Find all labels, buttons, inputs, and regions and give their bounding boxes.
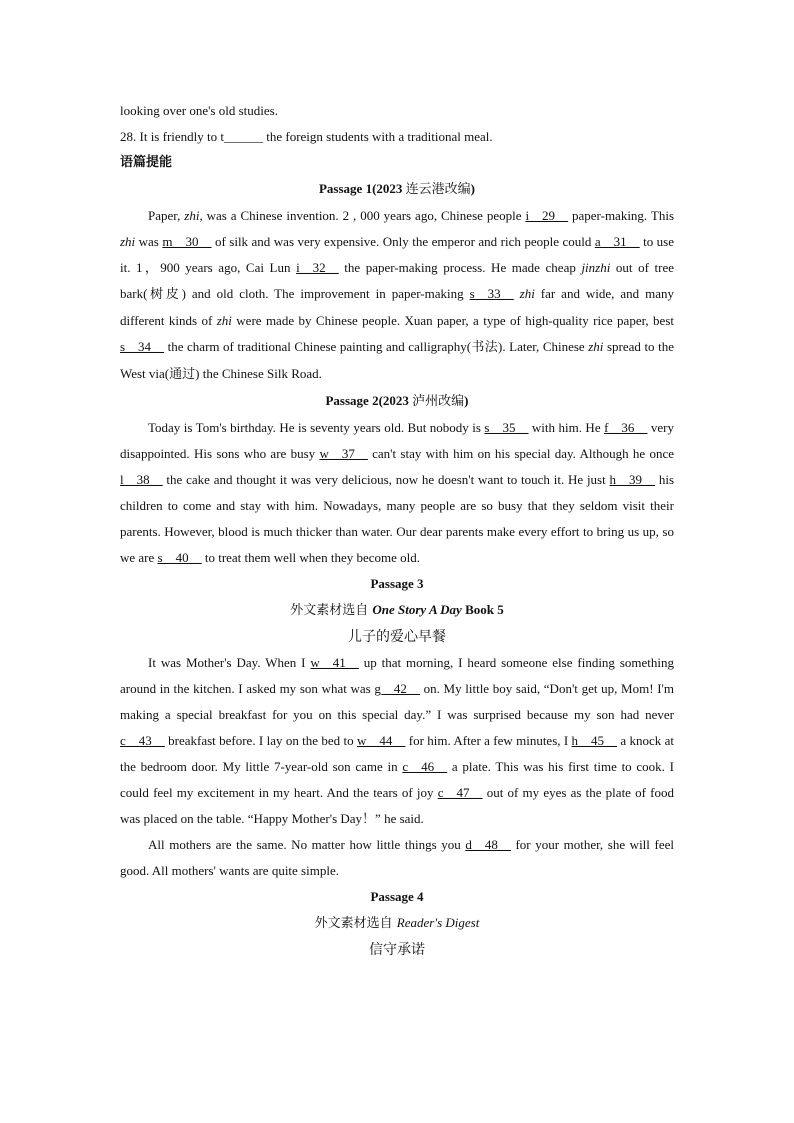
continuation-line: looking over one's old studies.	[120, 103, 278, 118]
passage-4-subtitle: 信守承诺	[369, 942, 425, 958]
blank-34: s__34__	[120, 339, 165, 354]
blank-42: g__42__	[374, 681, 420, 696]
passage-3-subtitle: 儿子的爱心早餐	[348, 629, 446, 645]
passage-1-body: Paper, zhi, was a Chinese invention. 2 , 000 years ago, Chinese people i__29__ paper-making. This zhi was m__30__ of silk and was very expensive. Only the emperor and rich people could a__31__ to use it. 1，900 years ago, Cai Lun i__32__ the paper-making process. He made cheap jinzhi out of tree bark(树皮) and old cloth. The improvement in paper-making s__33__ zhi far and wide, and many different kinds of zhi were made by Chinese people. Xuan paper, a type of high-quality rice paper, best s__34__ the charm of traditional Chinese painting and calligraphy(书法). Later, Chinese zhi spread to the West via(通过) the Chinese Silk Road.	[120, 208, 675, 382]
blank-39: h__39__	[609, 472, 656, 487]
blank-36: f__36__	[604, 420, 648, 435]
passage-1-heading: Passage 1(2023 连云港改编)	[318, 181, 476, 197]
passage-2-body: Today is Tom's birthday. He is seventy years old. But nobody is s__35__ with him. He f__36__ very disappointed. His sons who are busy w__37__ can't stay with him on his special day. Although he once l__38__ the cake and thought it was very delicious, now he doesn't want to touch it. He just h__39__ his children to come and stay with him. Nowadays, many people are so busy that they seldom visit their parents. However, blood is much thicker than water. Our dear parents make every effort to bring us up, so we are s__40__ to treat them well when they become old.	[120, 420, 675, 565]
blank-32: i__32__	[296, 260, 339, 275]
passage-4-heading: Passage 4	[370, 889, 424, 904]
blank-46: c__46__	[402, 759, 448, 774]
section-title: 语篇提能	[120, 155, 173, 170]
passage-3-paragraph-1: It was Mother's Day. When I w__41__ up that morning, I heard someone else finding something around in the kitchen. I asked my son what was g__42__ on. My little boy said, “Don't get up, Mom! I'm making a special breakfast for you on this special day.” I was surprised because my son had never c__43__ breakfast before. I lay on the bed to w__44__ for him. After a few minutes, I h__45__ a knock at the bedroom door. My little 7-year-old son came in c__46__ a plate. This was his first time to cook. I could feel my excitement in my heart. And the tears of joy c__47__ out of my eyes as the plate of food was placed on the table. “Happy Mother's Day！” he said.	[120, 655, 675, 826]
document-page	[120, 98, 674, 963]
blank-41: w__41__	[310, 655, 359, 670]
passage-2-heading: Passage 2(2023 泸州改编)	[325, 393, 469, 409]
blank-40: s__40__	[157, 550, 202, 565]
blank-48: d__48__	[465, 837, 511, 852]
blank-37: w__37__	[319, 446, 368, 461]
blank-38: l__38__	[120, 472, 163, 487]
passage-3-paragraph-2: All mothers are the same. No matter how little things you d__48__ for your mother, she will feel good. All mothers' wants are quite simple.	[120, 837, 674, 878]
blank-29: i__29__	[525, 208, 569, 223]
passage-3-heading: Passage 3	[370, 576, 424, 591]
question-28: 28. It is friendly to t______ the foreign students with a traditional meal.	[120, 129, 493, 144]
blank-43: c__43__	[120, 733, 165, 748]
passage-4-source: 外文素材选自 Reader's Digest	[314, 915, 480, 931]
blank-47: c__47__	[437, 785, 483, 800]
blank-31: a__31__	[594, 234, 640, 249]
blank-30: m__30__	[162, 234, 212, 249]
passage-3-source: 外文素材选自 One Story A Day Book 5	[290, 602, 504, 618]
blank-33: s__33__	[469, 286, 514, 301]
blank-35: s__35__	[484, 420, 529, 435]
blank-45: h__45__	[571, 733, 618, 748]
blank-44: w__44__	[357, 733, 406, 748]
